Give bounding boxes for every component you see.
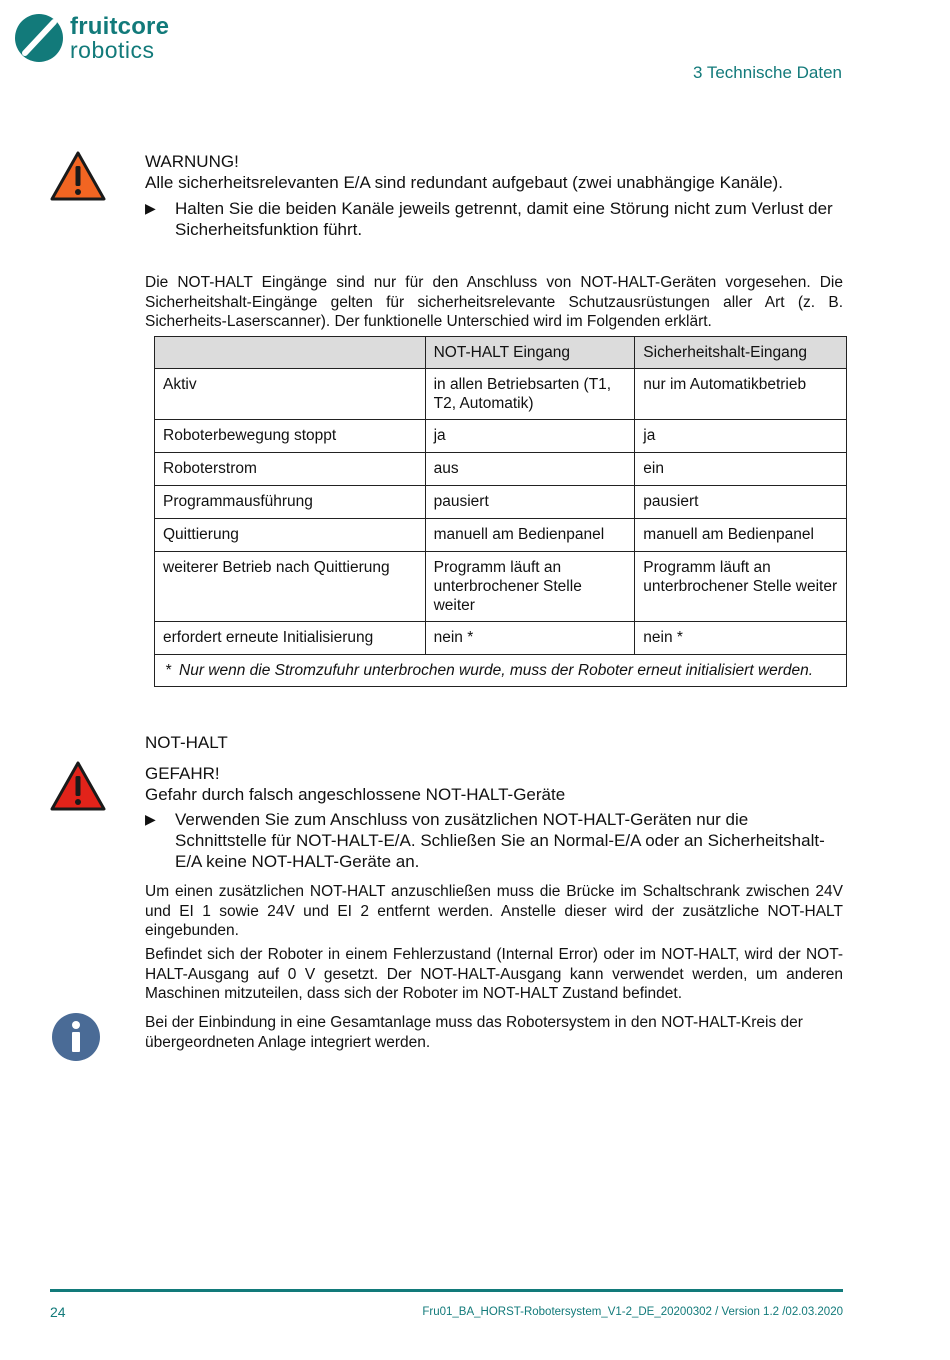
warning-title: WARNUNG! — [145, 152, 239, 171]
table-row — [155, 552, 847, 622]
table-cell: Quittierung — [155, 519, 426, 552]
table-footnote — [155, 655, 847, 687]
fruitcore-logo-icon — [14, 13, 64, 63]
table-cell: manuell am Bedienpanel — [425, 519, 635, 552]
table-cell: in allen Betriebsarten (T1, T2, Automatik) — [425, 369, 635, 420]
danger-bullet — [145, 809, 825, 872]
brand-name: fruitcore — [70, 13, 170, 40]
page-number: 24 — [50, 1304, 66, 1320]
bullet-triangle-icon: ▶ — [145, 811, 156, 827]
table-header-cell: Sicherheitshalt-Eingang — [635, 337, 847, 369]
danger-bullet-text: Verwenden Sie zum Anschluss von zusätzlichen NOT-HALT-Geräten nur die Schnittstelle für NOT-HALT-E/A. Schließen Sie an Normal-E/A oder an Sicherheitshalt-E/A keine NOT-HALT-Geräte an. — [175, 810, 825, 871]
table-footnote-row — [155, 655, 847, 687]
table-cell: manuell am Bedienpanel — [635, 519, 847, 552]
table-cell: Programmausführung — [155, 486, 426, 519]
table-header-row — [155, 337, 847, 369]
table-cell: aus — [425, 453, 635, 486]
table-header-cell — [155, 337, 426, 369]
table-cell: nur im Automatikbetrieb — [635, 369, 847, 420]
brand-subname: robotics — [70, 37, 155, 63]
table-cell: weiterer Betrieb nach Quittierung — [155, 552, 426, 622]
table-row — [155, 369, 847, 420]
info-text: Bei der Einbindung in eine Gesamtanlage muss das Robotersystem in den NOT-HALT-Kreis der übergeordneten Anlage integriert werden. — [145, 1014, 803, 1051]
bullet-triangle-icon: ▶ — [145, 200, 156, 216]
table-cell: Aktiv — [155, 369, 426, 420]
table-cell: ein — [635, 453, 847, 486]
paragraph: Um einen zusätzlichen NOT-HALT anzuschließen muss die Brücke im Schaltschrank zwischen 24V und EI 1 sowie 24V und EI 2 entfernt werden. Anstelle dieser wird der zusätzliche NOT-HALT eingebunden. — [145, 883, 843, 939]
section-title: 3 Technische Daten — [692, 63, 842, 82]
table-header-cell: NOT-HALT Eingang — [425, 337, 635, 369]
section-heading: NOT-HALT — [145, 733, 228, 752]
warning-text: Alle sicherheitsrelevanten E/A sind redundant aufgebaut (zwei unabhängige Kanäle). — [145, 173, 783, 192]
table-cell: Programm läuft an unterbrochener Stelle weiter — [425, 552, 635, 622]
brand-logo — [14, 13, 184, 65]
comparison-table — [154, 336, 847, 687]
table-row — [155, 519, 847, 552]
document-id: Fru01_BA_HORST-Robotersystem_V1-2_DE_20200302 / Version 1.2 /02.03.2020 — [422, 1306, 843, 1318]
paragraph: Befindet sich der Roboter in einem Fehlerzustand (Internal Error) oder im NOT-HALT, wird der NOT-HALT-Ausgang auf 0 V gesetzt. Der NOT-HALT-Ausgang kann verwendet werden, um anderen Maschinen mitzuteilen, dass sich der Roboter im NOT-HALT Zustand befindet. — [145, 946, 843, 1002]
warning-bullet — [145, 198, 835, 240]
table-cell: pausiert — [635, 486, 847, 519]
danger-icon — [50, 760, 106, 812]
warning-icon — [50, 150, 106, 202]
table-cell: nein * — [425, 622, 635, 655]
table-row — [155, 622, 847, 655]
table-cell: Programm läuft an unterbrochener Stelle weiter — [635, 552, 847, 622]
table-cell: erfordert erneute Initialisierung — [155, 622, 426, 655]
table-cell: pausiert — [425, 486, 635, 519]
footer-divider — [50, 1289, 843, 1292]
table-row — [155, 453, 847, 486]
table-cell: ja — [635, 420, 847, 453]
danger-title: GEFAHR! — [145, 764, 220, 783]
danger-text: Gefahr durch falsch angeschlossene NOT-HALT-Geräte — [145, 785, 566, 804]
table-row — [155, 420, 847, 453]
table-cell: nein * — [635, 622, 847, 655]
table-row — [155, 486, 847, 519]
info-icon — [51, 1012, 101, 1062]
table-cell: ja — [425, 420, 635, 453]
table-cell: Roboterbewegung stoppt — [155, 420, 426, 453]
table-cell: Roboterstrom — [155, 453, 426, 486]
footnote-text: Nur wenn die Stromzufuhr unterbrochen wurde, muss der Roboter erneut initialisiert werden. — [179, 662, 814, 679]
intro-paragraph: Die NOT-HALT Eingänge sind nur für den Anschluss von NOT-HALT-Geräten vorgesehen. Die Sicherheitshalt-Eingänge gelten für sicherheitsrelevante Schutzausrüstungen aller Art (z. B. Sicherheits-Laserscanner). Der funktionelle Unterschied wird im Folgenden erklärt. — [145, 274, 843, 330]
footnote-mark: * — [165, 662, 172, 679]
warning-bullet-text: Halten Sie die beiden Kanäle jeweils getrennt, damit eine Störung nicht zum Verlust der Sicherheitsfunktion führt. — [175, 199, 833, 239]
